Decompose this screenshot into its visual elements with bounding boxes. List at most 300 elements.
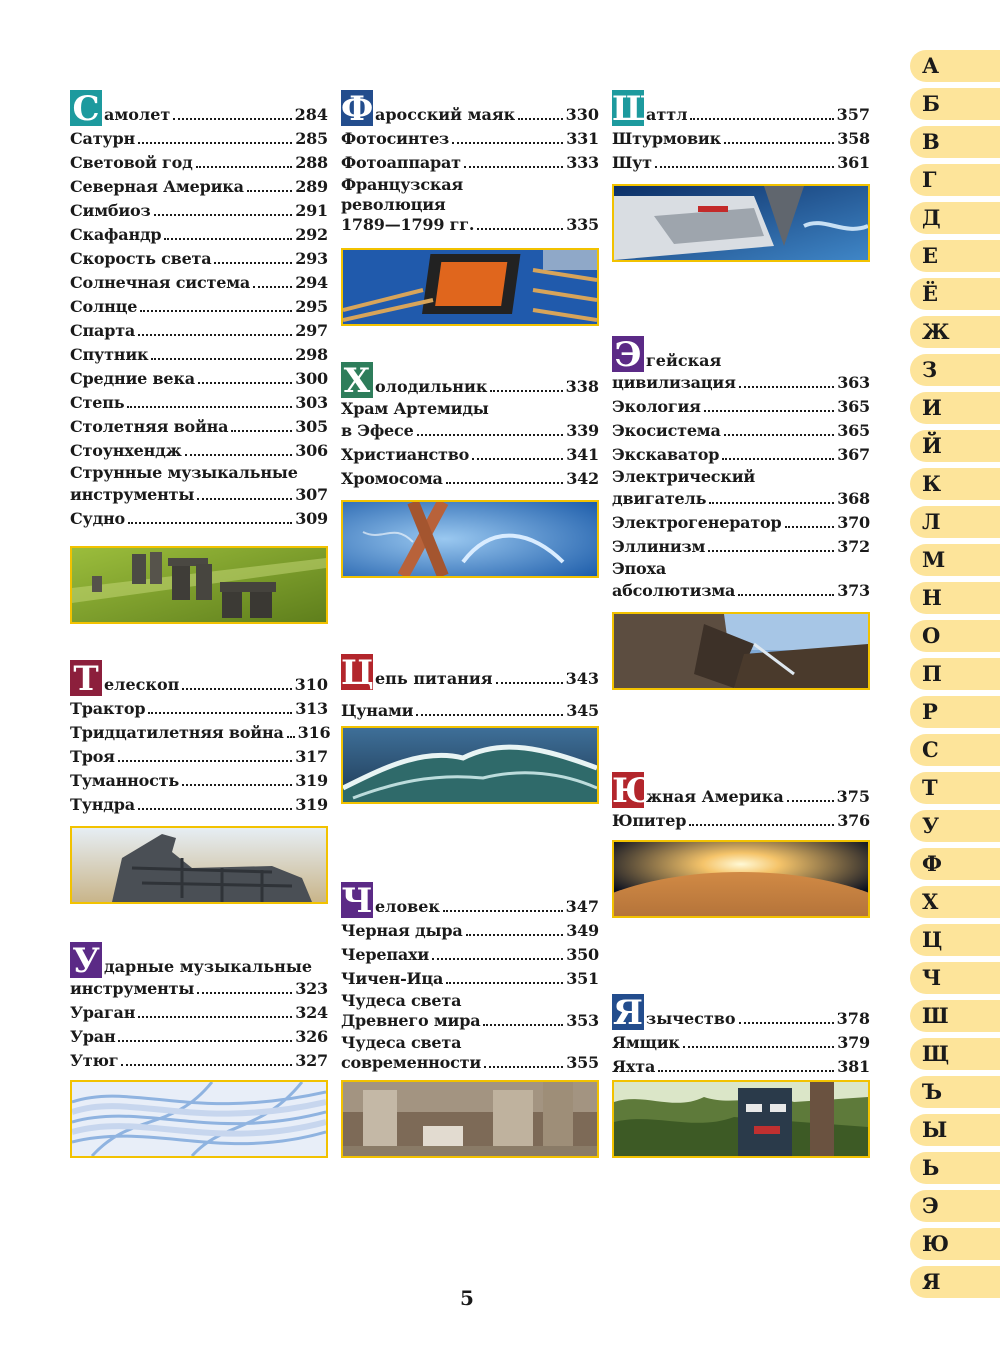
ruins-illustration <box>343 1082 597 1156</box>
entry-title: олодильник <box>375 377 488 396</box>
toc-entry[interactable] <box>341 1032 599 1054</box>
entry-title: Скафандр <box>70 225 162 244</box>
entry-title: Судно <box>70 509 126 528</box>
toc-entry[interactable] <box>612 558 870 580</box>
entry-page: 353 <box>566 1011 599 1030</box>
entry-title: Утюг <box>70 1051 119 1070</box>
entry-title: инструменты <box>70 485 195 504</box>
toc-entry[interactable] <box>70 294 328 318</box>
toc-entry[interactable] <box>341 126 599 150</box>
alphabet-tab[interactable]: М <box>910 544 1000 576</box>
entry-title: Степь <box>70 393 125 412</box>
entry-title: Сатурн <box>70 129 135 148</box>
toc-entry-continued[interactable] <box>70 484 328 506</box>
entry-page: 294 <box>295 273 328 292</box>
dot-leader <box>231 430 292 432</box>
toc-entry[interactable] <box>70 506 328 530</box>
entry-page: 327 <box>295 1051 328 1070</box>
toc-entry[interactable] <box>70 792 328 816</box>
entry-title: Французская <box>341 175 464 194</box>
alphabet-tab[interactable]: К <box>910 468 1000 500</box>
entry-page: 306 <box>295 441 328 460</box>
initial-letter: Ю <box>612 771 656 811</box>
toc-entry[interactable] <box>70 246 328 270</box>
chichen-itza-image <box>341 1080 599 1158</box>
entry-title: Струнные музыкальные <box>70 463 298 482</box>
dot-leader <box>140 310 292 312</box>
entry-title: Северная Америка <box>70 177 244 196</box>
alphabet-tab[interactable]: С <box>910 734 1000 766</box>
toc-entry[interactable] <box>70 390 328 414</box>
entry-title: Уран <box>70 1027 116 1046</box>
initial-letter: Ш <box>612 89 656 129</box>
section-e <box>612 332 870 602</box>
entry-page: 373 <box>837 581 870 600</box>
entry-page: 349 <box>566 921 599 940</box>
dot-leader <box>417 434 564 436</box>
entry-title: Солнечная система <box>70 273 251 292</box>
entry-page: 345 <box>566 701 599 720</box>
entry-title: Стоунхендж <box>70 441 182 460</box>
alphabet-tab[interactable]: Щ <box>910 1038 1000 1070</box>
initial-letter: Т <box>70 660 102 696</box>
entry-page: 292 <box>295 225 328 244</box>
toc-entry[interactable] <box>70 696 328 720</box>
alphabet-tab[interactable]: А <box>910 50 1000 82</box>
excavator-image <box>612 612 870 690</box>
dot-leader <box>738 594 834 596</box>
alphabet-tab[interactable]: Х <box>910 886 1000 918</box>
entry-title: Солнце <box>70 297 138 316</box>
dot-leader <box>182 784 292 786</box>
dot-leader <box>785 526 835 528</box>
entry-page: 378 <box>836 1009 870 1028</box>
toc-entry[interactable] <box>612 990 870 1033</box>
entry-page: 365 <box>837 397 870 416</box>
shirt-fabric-illustration <box>72 1082 326 1156</box>
toc-entry[interactable] <box>341 442 599 466</box>
dot-leader <box>128 522 292 524</box>
dot-leader <box>121 1064 292 1066</box>
section-ya <box>612 990 870 1078</box>
entry-page: 326 <box>295 1027 328 1046</box>
entry-title: епь питания <box>375 669 493 688</box>
totem-image <box>612 1080 870 1158</box>
entry-title: Туманность <box>70 771 180 790</box>
dot-leader <box>709 502 834 504</box>
entry-page: 288 <box>295 153 328 172</box>
toc-entry[interactable] <box>341 466 599 490</box>
entry-page: 293 <box>295 249 328 268</box>
entry-title: Экосистема <box>612 421 721 440</box>
toc-entry[interactable] <box>612 808 870 832</box>
entry-title: Средние века <box>70 369 195 388</box>
entry-title: Экскаватор <box>612 445 720 464</box>
dot-leader <box>683 1046 834 1048</box>
dot-leader <box>655 166 834 168</box>
entry-title: дарные музыкальные <box>104 957 313 976</box>
dot-leader <box>154 214 293 216</box>
alphabet-tab[interactable]: И <box>910 392 1000 424</box>
alphabet-tab[interactable]: Б <box>910 88 1000 120</box>
section-yu <box>612 768 870 832</box>
entry-page: 284 <box>294 105 328 124</box>
entry-page: 298 <box>295 345 328 364</box>
entry-title: амолет <box>104 105 171 124</box>
toc-entry[interactable] <box>70 1048 328 1072</box>
toc-entry[interactable] <box>612 1030 870 1054</box>
entry-title: Цунами <box>341 701 414 720</box>
alphabet-tab[interactable]: Г <box>910 164 1000 196</box>
toc-entry[interactable] <box>341 150 599 174</box>
dot-leader <box>118 760 292 762</box>
entry-title: аросский маяк <box>375 105 516 124</box>
alphabet-tab[interactable]: З <box>910 354 1000 386</box>
entry-title: Эллинизм <box>612 537 706 556</box>
initial-letter: Ф <box>341 89 374 129</box>
alphabet-tab[interactable]: Ъ <box>910 1076 1000 1108</box>
dot-leader <box>164 238 292 240</box>
dot-leader <box>182 688 291 690</box>
alphabet-tab[interactable]: П <box>910 658 1000 690</box>
toc-entry[interactable] <box>612 768 870 811</box>
section-sh <box>612 86 870 174</box>
entry-page: 300 <box>295 369 328 388</box>
toc-entry-continued[interactable] <box>341 1054 599 1074</box>
dot-leader <box>446 982 563 984</box>
dot-leader <box>787 800 834 802</box>
alphabet-tab[interactable]: Ё <box>910 278 1000 310</box>
dot-leader <box>452 142 563 144</box>
entry-title: Христианство <box>341 445 470 464</box>
entry-page: 367 <box>837 445 870 464</box>
dot-leader <box>197 498 292 500</box>
toc-entry[interactable] <box>612 1054 870 1078</box>
toc-entry-continued[interactable] <box>612 488 870 510</box>
alphabet-tab[interactable]: Д <box>910 202 1000 234</box>
toc-entry-continued[interactable] <box>612 372 870 394</box>
dot-leader <box>496 682 563 684</box>
toc-entry[interactable] <box>70 744 328 768</box>
toc-entry[interactable] <box>341 990 599 1012</box>
toc-entry[interactable] <box>612 510 870 534</box>
entry-page: 368 <box>837 489 870 508</box>
entry-page: 316 <box>297 723 331 742</box>
toc-entry[interactable] <box>70 1024 328 1048</box>
entry-title: Столетняя война <box>70 417 229 436</box>
entry-page: 363 <box>837 373 870 392</box>
jupiter-image <box>612 840 870 918</box>
toc-entry[interactable] <box>70 222 328 246</box>
toc-entry-continued[interactable] <box>612 580 870 602</box>
entry-page: 355 <box>566 1053 599 1072</box>
alphabet-tab[interactable]: О <box>910 620 1000 652</box>
entry-title: Тридцатилетняя война <box>70 723 284 742</box>
shirt-fabric-image <box>70 1080 328 1158</box>
entry-title: Световой год <box>70 153 193 172</box>
toc-entry[interactable] <box>70 342 328 366</box>
dot-leader <box>214 262 292 264</box>
alphabet-tab[interactable]: Ш <box>910 1000 1000 1032</box>
toc-entry[interactable] <box>70 438 328 462</box>
alphabet-tab[interactable]: Н <box>910 582 1000 614</box>
alphabet-tabs <box>910 50 1000 1304</box>
section-c <box>341 650 599 722</box>
alphabet-tab[interactable]: Ж <box>910 316 1000 348</box>
entry-page: 351 <box>566 969 599 988</box>
entry-page: 379 <box>837 1033 870 1052</box>
alphabet-tab[interactable]: Я <box>910 1266 1000 1298</box>
entry-page: 335 <box>566 215 599 234</box>
toc-entry[interactable] <box>612 466 870 488</box>
section-t <box>70 656 331 816</box>
alphabet-tab[interactable]: Ю <box>910 1228 1000 1260</box>
entry-title: двигатель <box>612 489 707 508</box>
entry-page: 291 <box>295 201 328 220</box>
entry-page: 347 <box>565 897 599 916</box>
totem-illustration <box>614 1082 868 1156</box>
entry-title: Древнего мира <box>341 1011 481 1030</box>
toc-entry[interactable] <box>612 394 870 418</box>
initial-letter: Э <box>612 336 644 372</box>
alphabet-tab[interactable]: Й <box>910 430 1000 462</box>
entry-title: Электрический <box>612 467 756 486</box>
toc-entry[interactable] <box>612 150 870 174</box>
entry-page: 285 <box>295 129 328 148</box>
microchip-illustration <box>343 250 597 324</box>
toc-entry[interactable] <box>341 398 599 420</box>
page-number: 5 <box>460 1286 474 1310</box>
dot-leader <box>722 458 834 460</box>
initial-letter: Я <box>613 993 643 1033</box>
entry-page: 319 <box>295 771 328 790</box>
toc-entry[interactable] <box>341 86 599 129</box>
toc-entry[interactable] <box>341 174 599 196</box>
entry-page: 317 <box>295 747 328 766</box>
alphabet-tab[interactable]: Е <box>910 240 1000 272</box>
toc-entry[interactable] <box>70 174 328 198</box>
entry-title: Фотоаппарат <box>341 153 461 172</box>
entry-title: абсолютизма <box>612 581 736 600</box>
alphabet-tab[interactable]: Ч <box>910 962 1000 994</box>
initial-letter: У <box>70 942 102 978</box>
entry-title: Яхта <box>612 1057 656 1076</box>
entry-title: Юпитер <box>612 811 687 830</box>
toc-entry[interactable] <box>341 918 599 942</box>
toc-entry[interactable] <box>612 86 870 129</box>
entry-title: Электрогенератор <box>612 513 782 532</box>
chromosome-illustration <box>343 502 597 576</box>
alphabet-tab[interactable]: Ь <box>910 1152 1000 1184</box>
dot-leader <box>689 824 834 826</box>
toc-entry[interactable] <box>70 768 328 792</box>
chromosome-image <box>341 500 599 578</box>
tsunami-image <box>341 726 599 804</box>
entry-page: 297 <box>295 321 328 340</box>
toc-entry-continued[interactable] <box>341 196 599 216</box>
entry-page: 358 <box>837 129 870 148</box>
entry-title: революция <box>341 195 446 214</box>
dot-leader <box>484 1066 563 1068</box>
alphabet-tab[interactable]: Ы <box>910 1114 1000 1146</box>
entry-page: 372 <box>837 537 870 556</box>
entry-page: 324 <box>295 1003 328 1022</box>
toc-entry[interactable] <box>341 942 599 966</box>
toc-entry[interactable] <box>341 878 599 921</box>
entry-page: 350 <box>566 945 599 964</box>
toc-entry-continued[interactable] <box>70 978 328 1000</box>
alphabet-tab[interactable]: Л <box>910 506 1000 538</box>
section-s <box>70 86 328 530</box>
space-shuttle-image <box>612 184 870 262</box>
toc-entry[interactable] <box>341 690 599 722</box>
entry-page: 295 <box>295 297 328 316</box>
alphabet-tab[interactable]: У <box>910 810 1000 842</box>
dot-leader <box>416 714 563 716</box>
dot-leader <box>148 712 292 714</box>
section-ch <box>341 878 599 1074</box>
entry-page: 365 <box>837 421 870 440</box>
toc-entry[interactable] <box>612 534 870 558</box>
entry-page: 361 <box>837 153 870 172</box>
dot-leader <box>518 118 562 120</box>
toc-entry[interactable] <box>612 332 870 375</box>
toc-entry[interactable] <box>612 126 870 150</box>
dot-leader <box>287 736 295 738</box>
planet-illustration <box>614 842 868 916</box>
entry-title: цивилизация <box>612 373 736 392</box>
dot-leader <box>185 454 293 456</box>
alphabet-tab[interactable]: Ф <box>910 848 1000 880</box>
entry-page: 343 <box>565 669 599 688</box>
dot-leader <box>490 390 562 392</box>
dot-leader <box>138 808 292 810</box>
dot-leader <box>466 934 564 936</box>
entry-title: Чичен-Ица <box>341 969 444 988</box>
dot-leader <box>464 166 563 168</box>
entry-page: 381 <box>837 1057 870 1076</box>
dot-leader <box>138 142 292 144</box>
initial-letter: Ц <box>341 653 374 693</box>
entry-page: 313 <box>295 699 328 718</box>
entry-page: 305 <box>295 417 328 436</box>
toc-entry[interactable] <box>70 938 328 981</box>
entry-page: 331 <box>566 129 599 148</box>
toc-entry[interactable] <box>70 150 328 174</box>
stonehenge-illustration <box>72 548 326 622</box>
toc-entry[interactable] <box>341 650 599 693</box>
toc-entry[interactable] <box>70 86 328 129</box>
entry-title: Черепахи <box>341 945 430 964</box>
entry-title: Скорость света <box>70 249 212 268</box>
toc-entry[interactable] <box>70 462 328 484</box>
entry-page: 289 <box>295 177 328 196</box>
toc-entry[interactable] <box>70 720 331 744</box>
dot-leader <box>708 550 834 552</box>
stonehenge-image <box>70 546 328 624</box>
entry-title: Трактор <box>70 699 146 718</box>
entry-title: Чудеса света <box>341 991 462 1010</box>
section-h <box>341 358 599 490</box>
toc-entry[interactable] <box>341 358 599 401</box>
entry-page: 339 <box>566 421 599 440</box>
entry-title: елескоп <box>104 675 180 694</box>
initial-letter: Х <box>341 362 373 398</box>
toc-entry[interactable] <box>70 126 328 150</box>
initial-letter: С <box>70 90 102 126</box>
dot-leader <box>151 358 292 360</box>
dot-leader <box>483 1024 563 1026</box>
toc-entry[interactable] <box>70 656 328 699</box>
trojan-horse-image <box>70 826 328 904</box>
entry-title: Экология <box>612 397 701 416</box>
alphabet-tab[interactable]: Ц <box>910 924 1000 956</box>
entry-title: Штурмовик <box>612 129 721 148</box>
dot-leader <box>127 406 292 408</box>
toc-entry-continued[interactable] <box>341 216 599 236</box>
entry-page: 342 <box>566 469 599 488</box>
alphabet-tab[interactable]: Р <box>910 696 1000 728</box>
toc-entry-continued[interactable] <box>341 420 599 442</box>
microchip-image <box>341 248 599 326</box>
entry-title: Фотосинтез <box>341 129 450 148</box>
dot-leader <box>118 1040 292 1042</box>
entry-title: Хромосома <box>341 469 443 488</box>
toc-entry[interactable] <box>612 418 870 442</box>
excavator-illustration <box>614 614 868 688</box>
entry-title: Симбиоз <box>70 201 151 220</box>
entry-title: 1789—1799 гг. <box>341 215 475 234</box>
alphabet-tab[interactable]: Т <box>910 772 1000 804</box>
toc-entry[interactable] <box>341 966 599 990</box>
toc-entry[interactable] <box>612 442 870 466</box>
toc-entry[interactable] <box>70 318 328 342</box>
dot-leader <box>739 386 834 388</box>
entry-page: 338 <box>565 377 599 396</box>
entry-title: Шут <box>612 153 652 172</box>
toc-entry[interactable] <box>70 1000 328 1024</box>
tsunami-illustration <box>343 728 597 802</box>
entry-page: 370 <box>837 513 870 532</box>
toc-entry[interactable] <box>70 366 328 390</box>
entry-title: Эпоха <box>612 559 667 578</box>
entry-page: 303 <box>295 393 328 412</box>
entry-title: современности <box>341 1053 481 1072</box>
section-u <box>70 938 328 1072</box>
toc-entry[interactable] <box>70 198 328 222</box>
dot-leader <box>472 458 563 460</box>
dot-leader <box>446 482 563 484</box>
entry-title: Черная дыра <box>341 921 463 940</box>
alphabet-tab[interactable]: Э <box>910 1190 1000 1222</box>
entry-title: жная Америка <box>646 787 784 806</box>
toc-entry[interactable] <box>70 414 328 438</box>
entry-title: Тундра <box>70 795 135 814</box>
entry-page: 375 <box>836 787 870 806</box>
entry-page: 357 <box>836 105 870 124</box>
section-f <box>341 86 599 236</box>
dot-leader <box>173 118 291 120</box>
toc-entry-continued[interactable] <box>341 1012 599 1032</box>
dot-leader <box>253 286 292 288</box>
dot-leader <box>197 992 292 994</box>
alphabet-tab[interactable]: В <box>910 126 1000 158</box>
dot-leader <box>196 166 293 168</box>
entry-title: в Эфесе <box>341 421 414 440</box>
toc-entry[interactable] <box>70 270 328 294</box>
entry-title: Троя <box>70 747 115 766</box>
dot-leader <box>704 410 834 412</box>
